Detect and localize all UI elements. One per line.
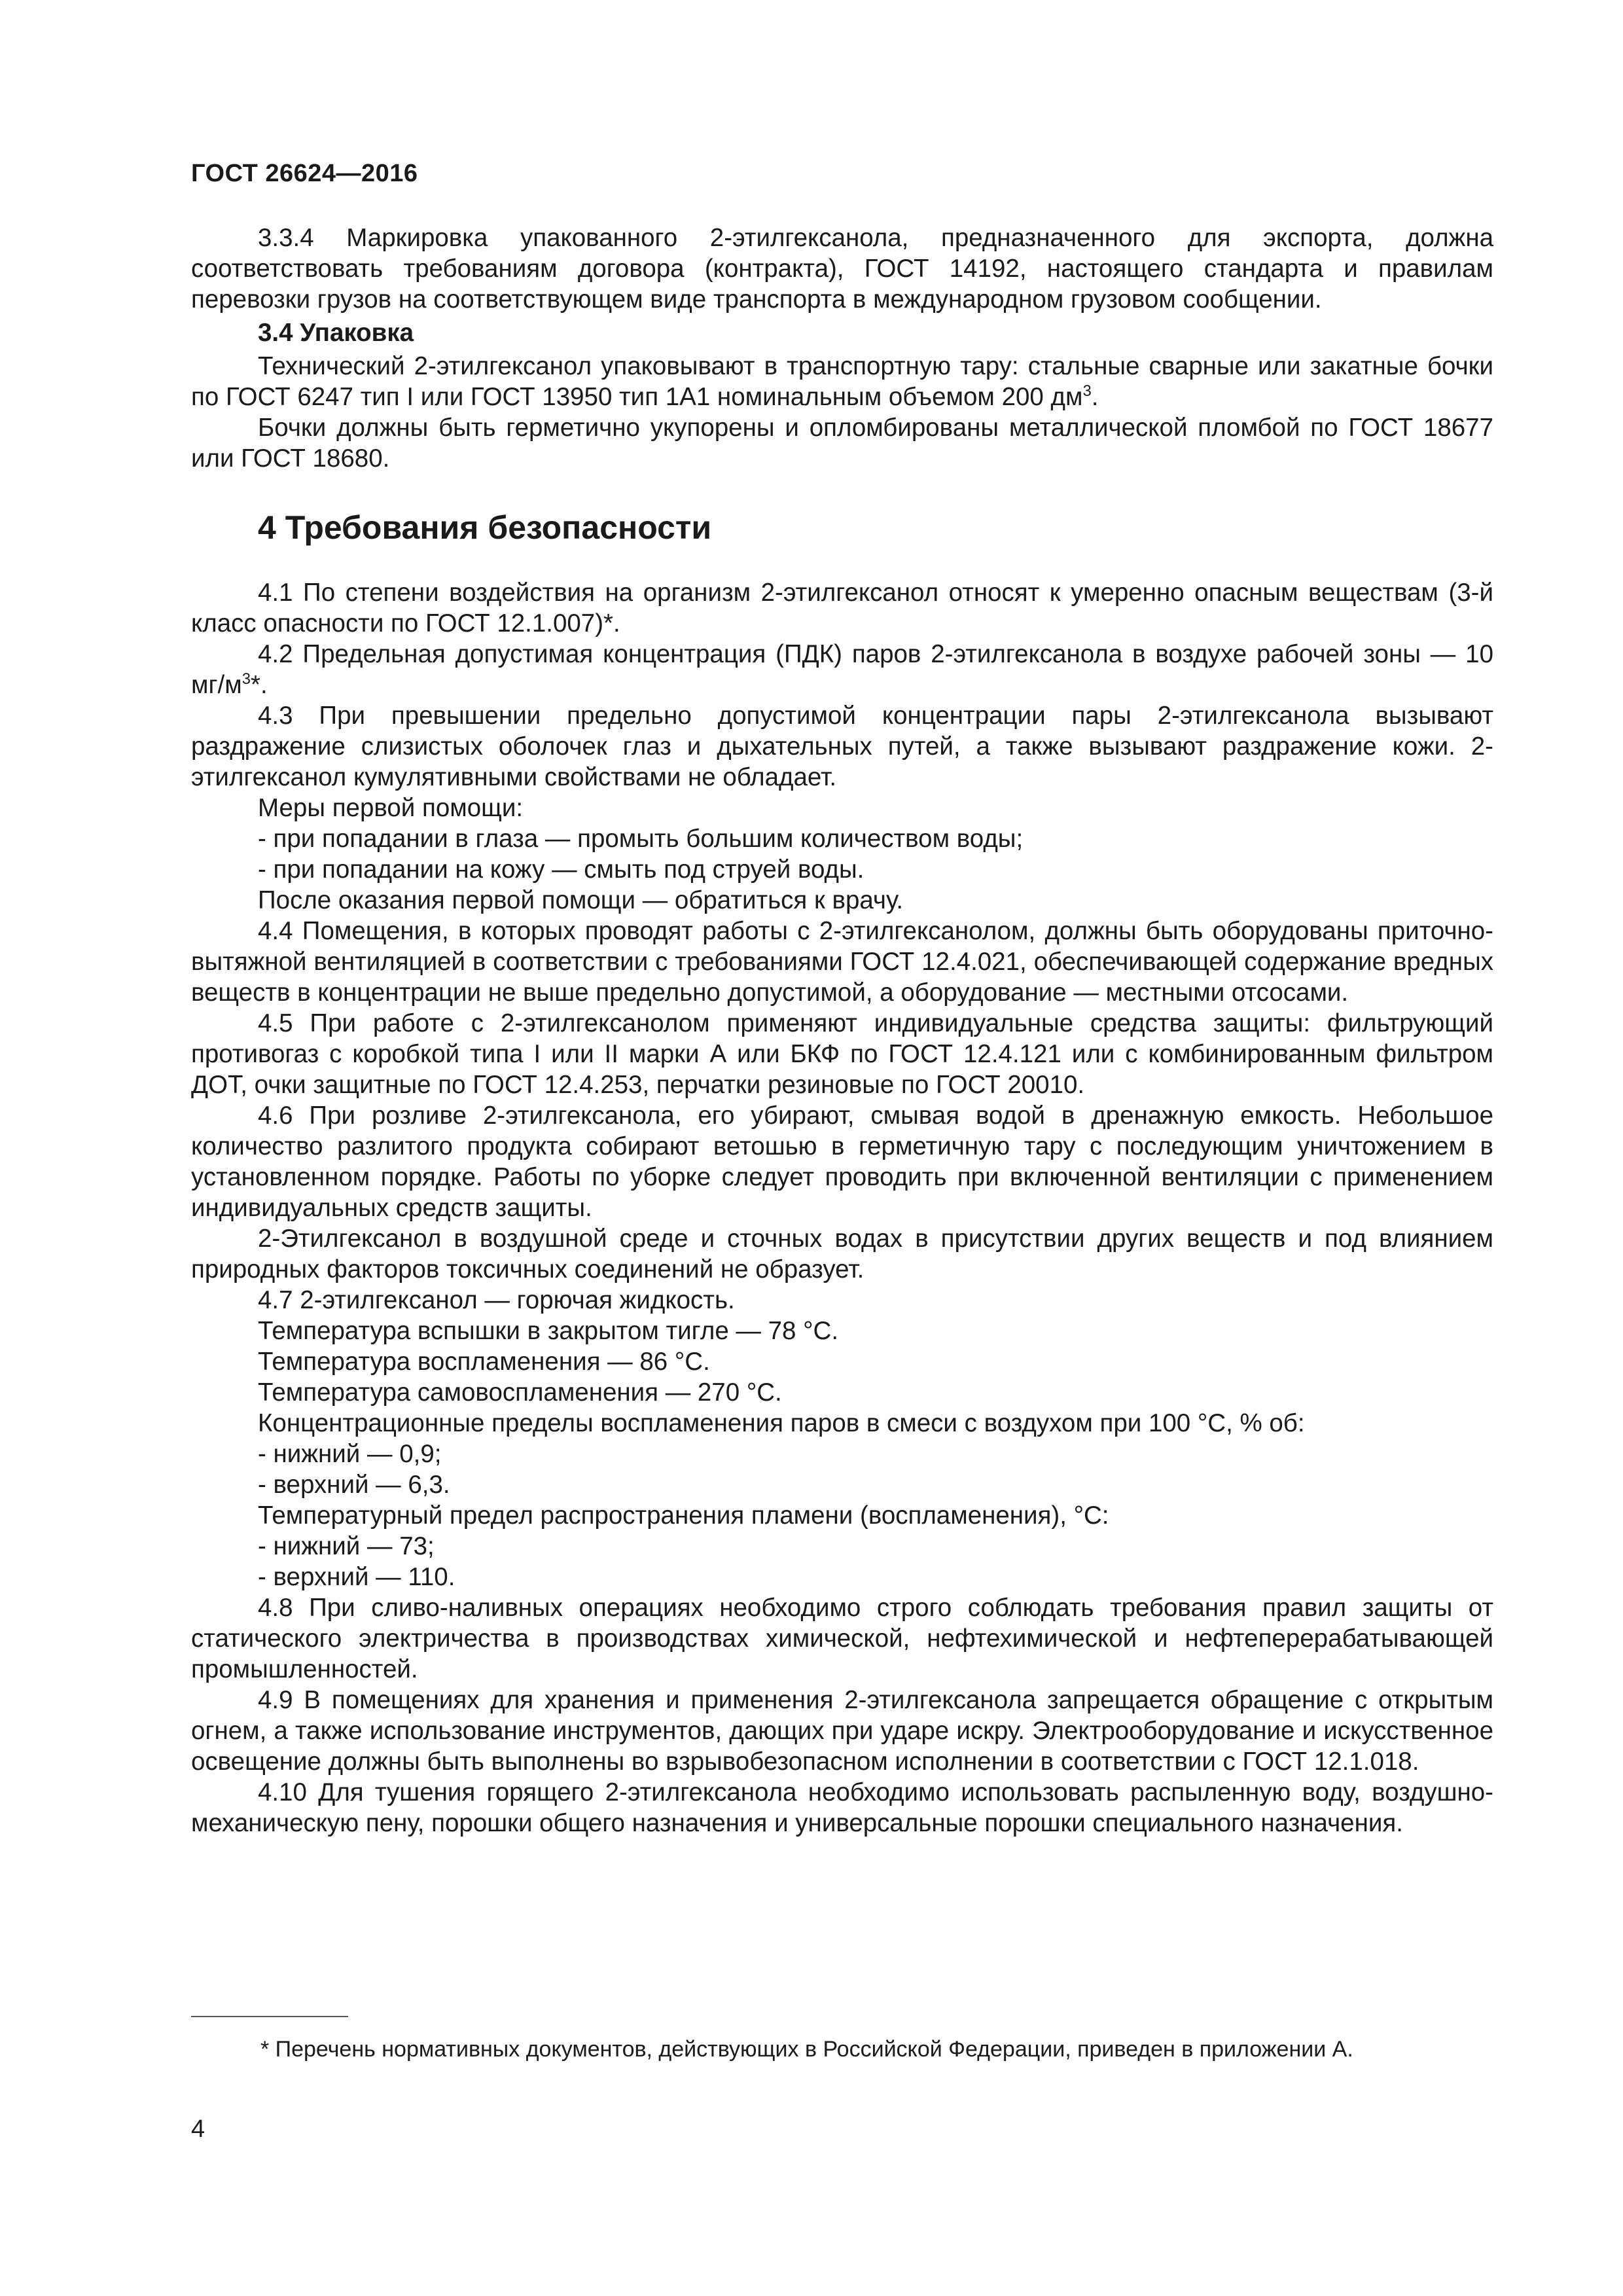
paragraph-text: 4.7 2-этилгексанол — горючая жидкость.	[258, 1286, 735, 1314]
paragraph	[191, 223, 1493, 315]
paragraph-text: - при попадании в глаза — промыть большим количеством воды;	[258, 825, 1024, 853]
paragraph-text-tail: .	[1091, 383, 1099, 411]
paragraph	[191, 1223, 1493, 1285]
paragraph-line	[191, 793, 1493, 823]
paragraph-line	[191, 1439, 1493, 1469]
paragraph-text: 3.3.4 Маркировка упакованного 2-этилгексанола, предназначенного для экспорта, должна соответствовать требованиям договора (контракта), ГОСТ 14192, настоящего стандарта и правилам перевозки грузов на соответствующем виде транспорта в международном грузовом сообщении.	[191, 224, 1493, 314]
paragraph-text: 4.3 При превышении предельно допустимой концентрации пары 2-этилгексанола вызывают раздражение слизистых оболочек глаз и дыхательных путей, а также вызывают раздражение кожи. 2-этилгексанол кумулятивными свойствами не обладает.	[191, 702, 1493, 791]
paragraph-text: 4.9 В помещениях для хранения и применения 2-этилгексанола запрещается обращение с открытым огнем, а также использование инструментов, дающих при ударе искру. Электрооборудование и искусственное освещение должны быть выполнены во взрывобезопасном исполнении в соответствии с ГОСТ 12.1.018.	[191, 1686, 1493, 1776]
paragraph-line	[191, 1377, 1493, 1408]
paragraph-line	[191, 1531, 1493, 1562]
paragraph-text: 4.10 Для тушения горящего 2-этилгексанола необходимо использовать распыленную воду, воздушно-механическую пену, порошки общего назначения и универсальные порошки специального назначения.	[191, 1778, 1493, 1837]
paragraph-text: Бочки должны быть герметично укупорены и опломбированы металлической пломбой по ГОСТ 18677 или ГОСТ 18680.	[191, 414, 1493, 473]
paragraph	[191, 1592, 1493, 1685]
document-body	[191, 223, 1493, 1839]
paragraph-text: - верхний — 110.	[258, 1563, 455, 1591]
paragraph-text: - при попадании на кожу — смыть под струей воды.	[258, 855, 865, 884]
paragraph-line	[191, 885, 1493, 916]
paragraph	[191, 639, 1493, 700]
paragraph-text: 4 Требования безопасности	[258, 509, 712, 546]
document-header: ГОСТ 26624—2016	[191, 160, 418, 187]
paragraph-text: 4.5 При работе с 2-этилгексанолом применяют индивидуальные средства защиты: фильтрующий противогаз с коробкой типа I или II марки А или БКФ по ГОСТ 12.4.121 или с комбинированным фильтром ДОТ, очки защитные по ГОСТ 12.4.253, перчатки резиновые по ГОСТ 20010.	[191, 1009, 1493, 1099]
chapter-heading	[191, 474, 1493, 577]
paragraph-line	[191, 1469, 1493, 1500]
paragraph-line	[191, 1346, 1493, 1377]
paragraph-text: Меры первой помощи:	[258, 794, 524, 822]
paragraph-text: 4.4 Помещения, в которых проводят работы с 2-этилгексанолом, должны быть оборудованы приточно-вытяжной вентиляцией в соответствии с требованиями ГОСТ 12.4.021, обеспечивающей содержание вредных веществ в концентрации не выше предельно допустимой, а оборудование — местными отсосами.	[191, 917, 1493, 1007]
paragraph-line	[191, 1285, 1493, 1316]
paragraph	[191, 1777, 1493, 1839]
superscript: 3	[241, 670, 251, 689]
paragraph	[191, 412, 1493, 474]
page-number: 4	[191, 2115, 205, 2143]
paragraph-text: 4.8 При сливо-наливных операциях необходимо строго соблюдать требования правил защиты от статического электричества в производствах химической, нефтехимической и нефтеперерабатывающей промышленностей.	[191, 1594, 1493, 1683]
paragraph-text: 4.6 При розливе 2-этилгексанола, его убирают, смывая водой в дренажную емкость. Небольшое количество разлитого продукта собирают ветошью в герметичную тару с последующим уничтожением в установленном порядке. Работы по уборке следует проводить при включенной вентиляции с применением индивидуальных средств защиты.	[191, 1102, 1493, 1222]
paragraph-text: Концентрационные пределы воспламенения паров в смеси с воздухом при 100 °С, % об:	[258, 1409, 1305, 1437]
paragraph	[191, 577, 1493, 639]
paragraph	[191, 1100, 1493, 1223]
paragraph-text: - верхний — 6,3.	[258, 1471, 450, 1499]
paragraph-text: 3.4 Упаковка	[258, 319, 414, 347]
paragraph	[191, 916, 1493, 1008]
paragraph-text: Температура вспышки в закрытом тигле — 78 °С.	[258, 1317, 839, 1345]
paragraph-text-tail: *.	[250, 671, 268, 699]
paragraph-line	[191, 823, 1493, 854]
paragraph	[191, 351, 1493, 412]
paragraph	[191, 700, 1493, 793]
footnote-separator	[191, 2016, 348, 2017]
paragraph-text: Температура самовоспламенения — 270 °С.	[258, 1378, 782, 1407]
footnote: * Перечень нормативных документов, действующих в Российской Федерации, приведен в приложении А.	[260, 2037, 1353, 2062]
paragraph-text: Температура воспламенения — 86 °С.	[258, 1348, 710, 1376]
paragraph-text: 4.1 По степени воздействия на организм 2-этилгексанол относят к умеренно опасным веществам (3-й класс опасности по ГОСТ 12.1.007)*.	[191, 579, 1493, 637]
paragraph-line	[191, 1562, 1493, 1592]
paragraph	[191, 1685, 1493, 1777]
paragraph-text: Технический 2-этилгексанол упаковывают в транспортную тару: стальные сварные или закатные бочки по ГОСТ 6247 тип I или ГОСТ 13950 тип 1А1 номинальным объемом 200 дм	[191, 352, 1493, 411]
paragraph-text: - нижний — 0,9;	[258, 1440, 442, 1468]
paragraph-line	[191, 854, 1493, 885]
paragraph-text: - нижний — 73;	[258, 1532, 435, 1560]
section-heading	[191, 315, 1493, 351]
paragraph-line	[191, 1408, 1493, 1439]
paragraph-line	[191, 1500, 1493, 1531]
superscript: 3	[1082, 382, 1092, 401]
paragraph-text: Температурный предел распространения пламени (воспламенения), °С:	[258, 1501, 1109, 1530]
paragraph-text: 4.2 Предельная допустимая концентрация (ПДК) паров 2-этилгексанола в воздухе рабочей зоны — 10 мг/м	[191, 640, 1493, 699]
paragraph	[191, 1008, 1493, 1100]
paragraph-line	[191, 1316, 1493, 1346]
paragraph-text: После оказания первой помощи — обратиться к врачу.	[258, 886, 904, 914]
paragraph-text: 2-Этилгексанол в воздушной среде и сточных водах в присутствии других веществ и под влиянием природных факторов токсичных соединений не образует.	[191, 1225, 1493, 1283]
